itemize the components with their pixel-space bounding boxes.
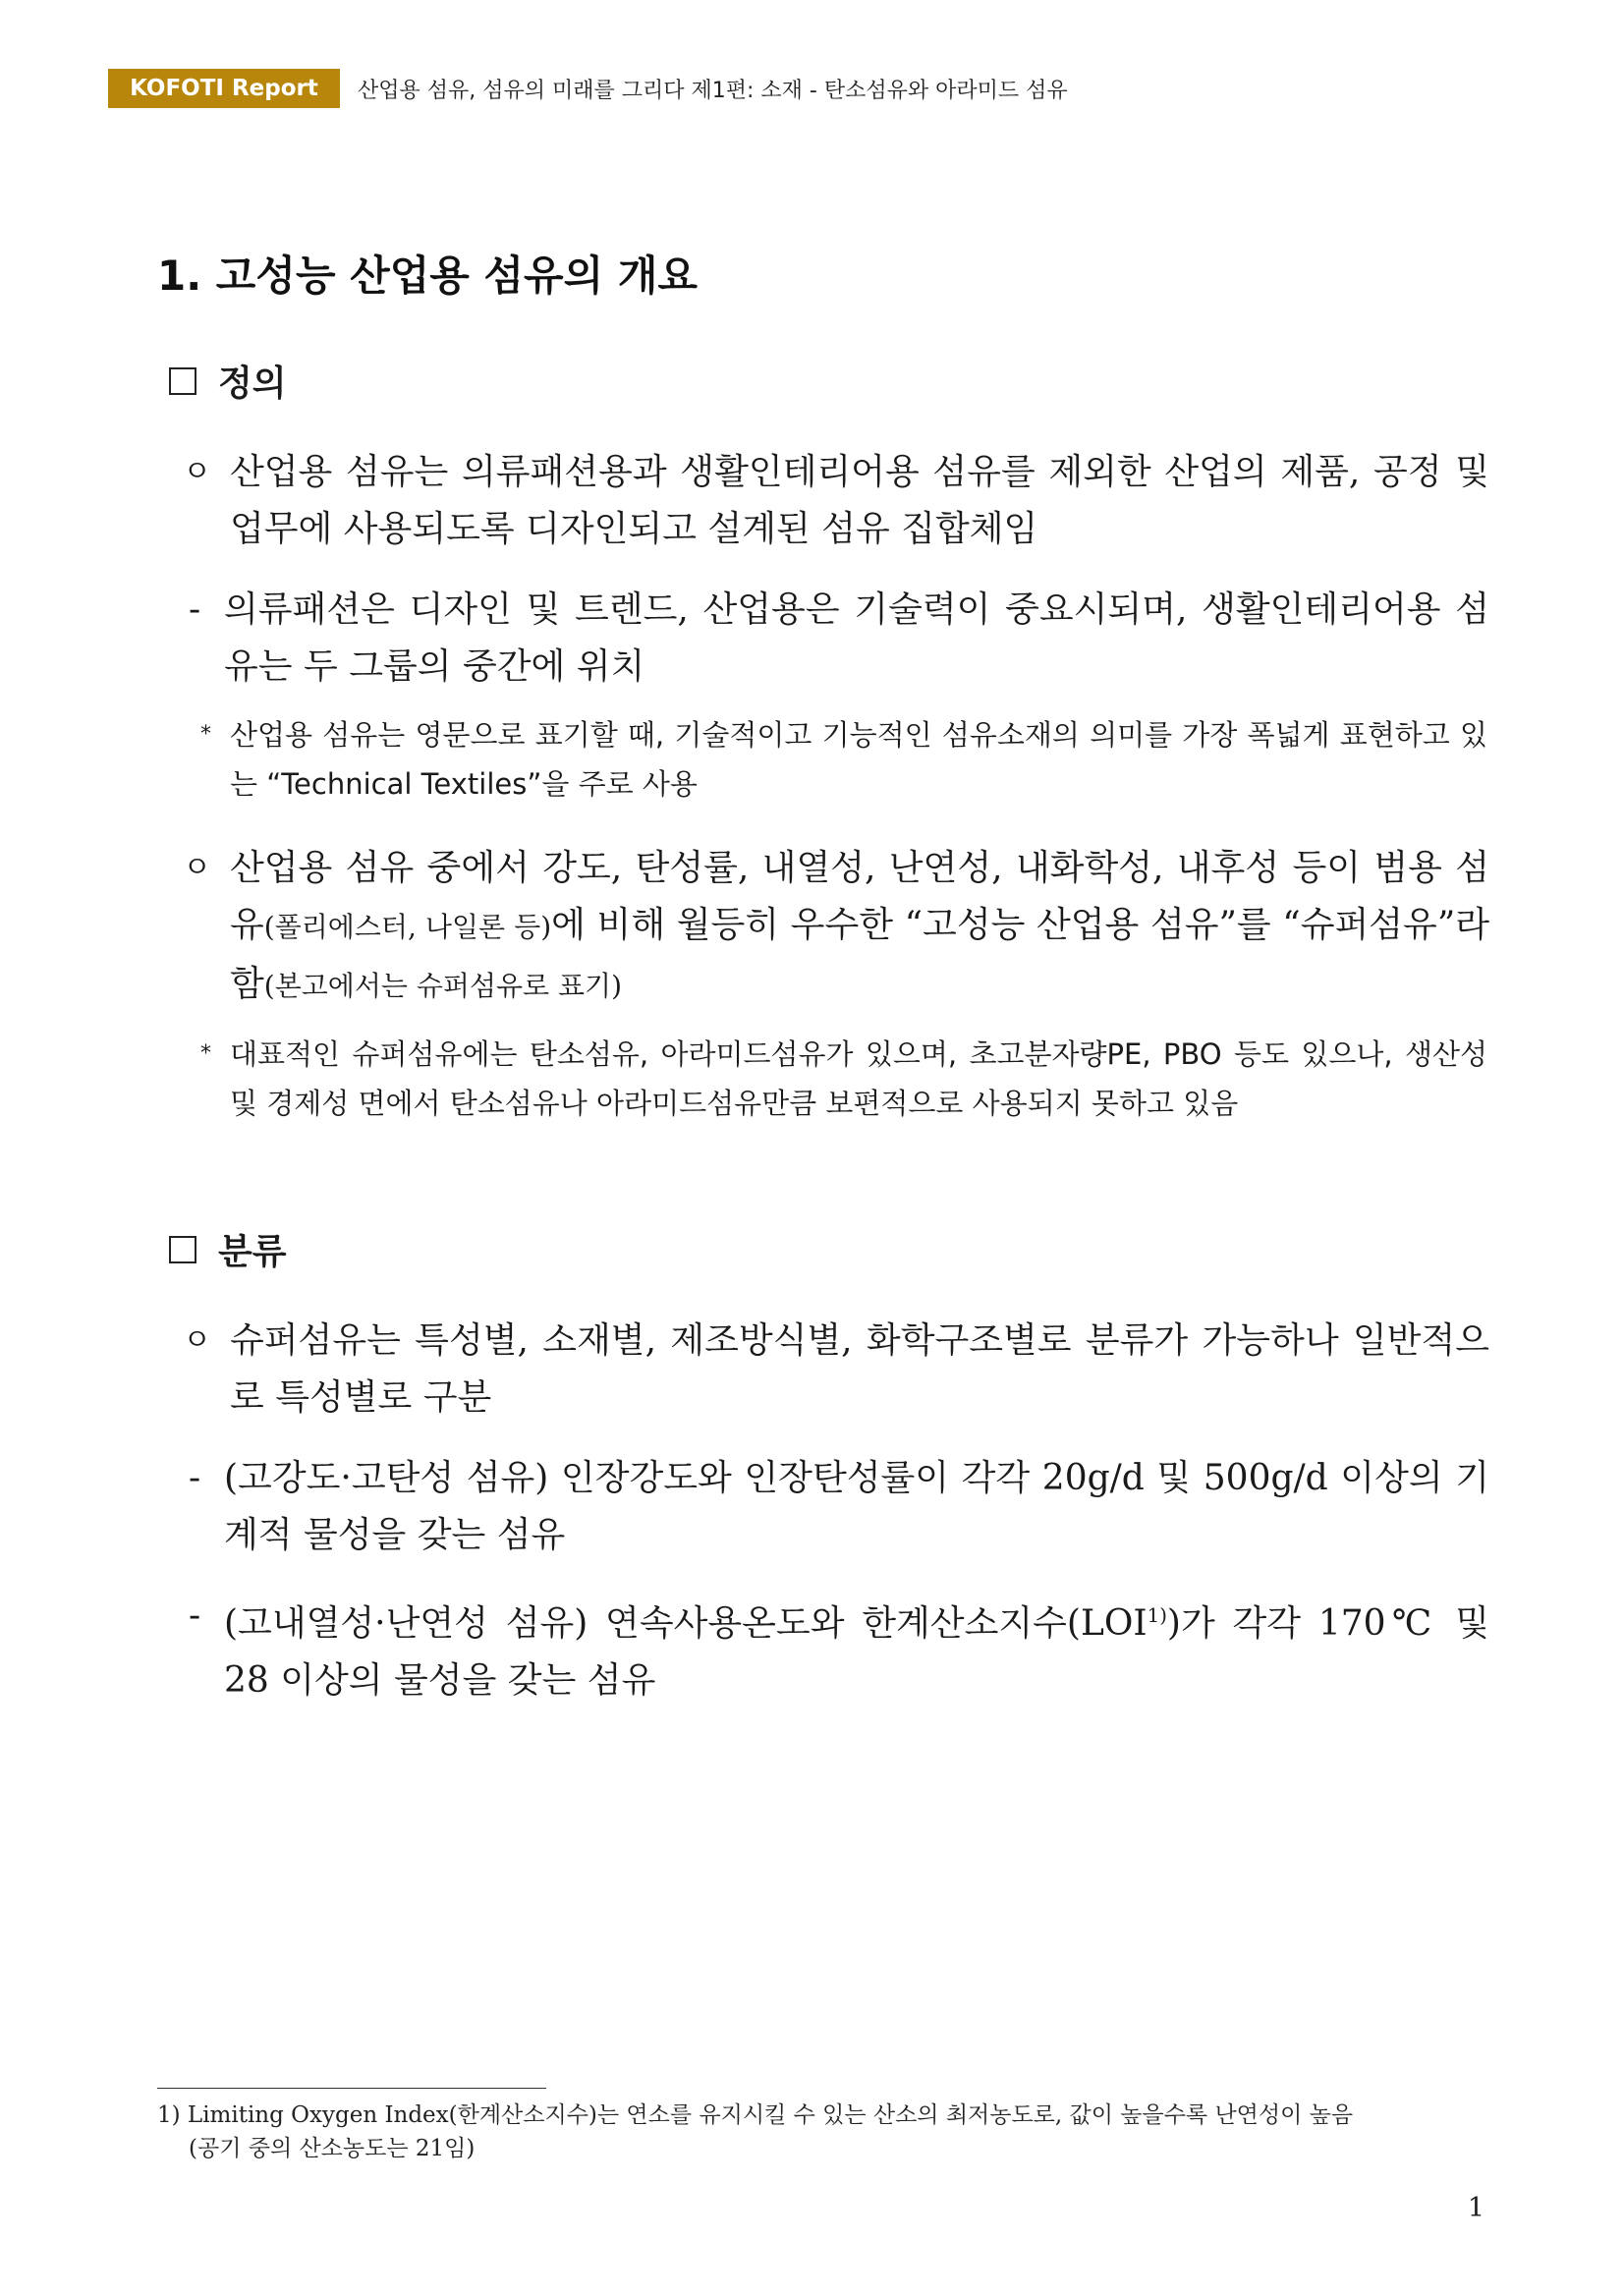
definition-paragraph-1 bbox=[183, 444, 1489, 558]
circle-bullet-icon: ㅇ bbox=[183, 455, 211, 489]
checkbox-square-icon bbox=[169, 1236, 196, 1263]
definition-paragraph-1-text: 산업용 섬유는 의류패션용과 생활인테리어용 섬유를 제외한 산업의 제품, 공정 및 업무에 사용되도록 디자인되고 설계된 섬유 집합체임 bbox=[230, 452, 1489, 549]
definition-note-2 bbox=[200, 1030, 1487, 1128]
report-series-title: 산업용 섬유, 섬유의 미래를 그리다 제1편: 소재 - 탄소섬유와 아라미드 섬유 bbox=[358, 78, 1068, 103]
classification-heading bbox=[169, 1224, 287, 1274]
footnote bbox=[157, 2099, 1488, 2165]
dash2-part-a: (고내열성·난연성 섬유) 연속사용온도와 한계산소지수(LOI bbox=[224, 1603, 1148, 1644]
definition-note-2-text: 대표적인 슈퍼섬유에는 탄소섬유, 아라미드섬유가 있으며, 초고분자량PE, PBO 등도 있으나, 생산성 및 경제성 면에서 탄소섬유나 아라미드섬유만큼 보편적으로 사용되지 못하고 있음 bbox=[230, 1037, 1487, 1120]
footnote-ref: 1) bbox=[1147, 1604, 1167, 1627]
p2-part-c: 에 비해 월등히 우수한 “고성능 산업용 섬유”를 “슈퍼섬유”라 함 bbox=[230, 905, 1489, 1004]
checkbox-square-icon bbox=[169, 367, 196, 395]
classification-paragraph-1-text: 슈퍼섬유는 특성별, 소재별, 제조방식별, 화학구조별로 분류가 가능하나 일반적으로 특성별로 구분 bbox=[230, 1320, 1489, 1418]
footnote-divider bbox=[157, 2088, 546, 2089]
footnote-line-2: (공기 중의 산소농도는 21임) bbox=[189, 2136, 476, 2161]
definition-note-1 bbox=[200, 710, 1487, 809]
definition-heading-label: 정의 bbox=[218, 364, 287, 404]
p2-part-d: (본고에서는 슈퍼섬유로 표기) bbox=[263, 970, 623, 1002]
definition-paragraph-2 bbox=[183, 840, 1489, 1015]
report-header bbox=[108, 69, 1068, 108]
classification-dash-1 bbox=[189, 1450, 1489, 1564]
classification-dash-2 bbox=[189, 1588, 1489, 1709]
definition-heading bbox=[169, 356, 287, 406]
asterisk-icon: * bbox=[200, 722, 211, 747]
definition-paragraph-2-text bbox=[230, 840, 1489, 1015]
section-title: 1. 고성능 산업용 섬유의 개요 bbox=[157, 252, 698, 300]
report-badge: KOFOTI Report bbox=[108, 69, 340, 108]
definition-dash-item bbox=[189, 582, 1489, 696]
p2-part-a: 산업용 섬유 중에서 강도, 탄성률, 내열성, 난연성, 내화학성, 내후성 등이 범용 섬유 bbox=[230, 848, 1489, 945]
classification-heading-label: 분류 bbox=[218, 1232, 287, 1272]
dash-bullet-icon: - bbox=[189, 1458, 201, 1498]
page-number: 1 bbox=[1467, 2193, 1484, 2223]
dash-bullet-icon: - bbox=[189, 589, 201, 630]
circle-bullet-icon: ㅇ bbox=[183, 1323, 211, 1358]
circle-bullet-icon: ㅇ bbox=[183, 851, 211, 885]
asterisk-icon: * bbox=[200, 1041, 211, 1066]
footnote-line-1: 1) Limiting Oxygen Index(한계산소지수)는 연소를 유지시킬 수 있는 산소의 최저농도로, 값이 높을수록 난연성이 높음 bbox=[157, 2102, 1354, 2128]
p2-part-b: (폴리에스터, 나일론 등) bbox=[263, 911, 552, 943]
classification-paragraph-1 bbox=[183, 1313, 1489, 1427]
definition-note-1-text: 산업용 섬유는 영문으로 표기할 때, 기술적이고 기능적인 섬유소재의 의미를 가장 폭넓게 표현하고 있는 “Technical Textiles”을 주로 사용 bbox=[230, 718, 1487, 801]
dash2-part-b: )가 각각 170℃ 및 28 이상의 물성을 갖는 섬유 bbox=[224, 1603, 1490, 1701]
dash-bullet-icon: - bbox=[189, 1596, 201, 1636]
definition-dash-text: 의류패션은 디자인 및 트렌드, 산업용은 기술력이 중요시되며, 생활인테리어용 섬유는 두 그룹의 중간에 위치 bbox=[224, 589, 1489, 687]
classification-dash-2-text bbox=[224, 1588, 1489, 1709]
classification-dash-1-text: (고강도·고탄성 섬유) 인장강도와 인장탄성률이 각각 20g/d 및 500g/d 이상의 기계적 물성을 갖는 섬유 bbox=[224, 1458, 1489, 1555]
